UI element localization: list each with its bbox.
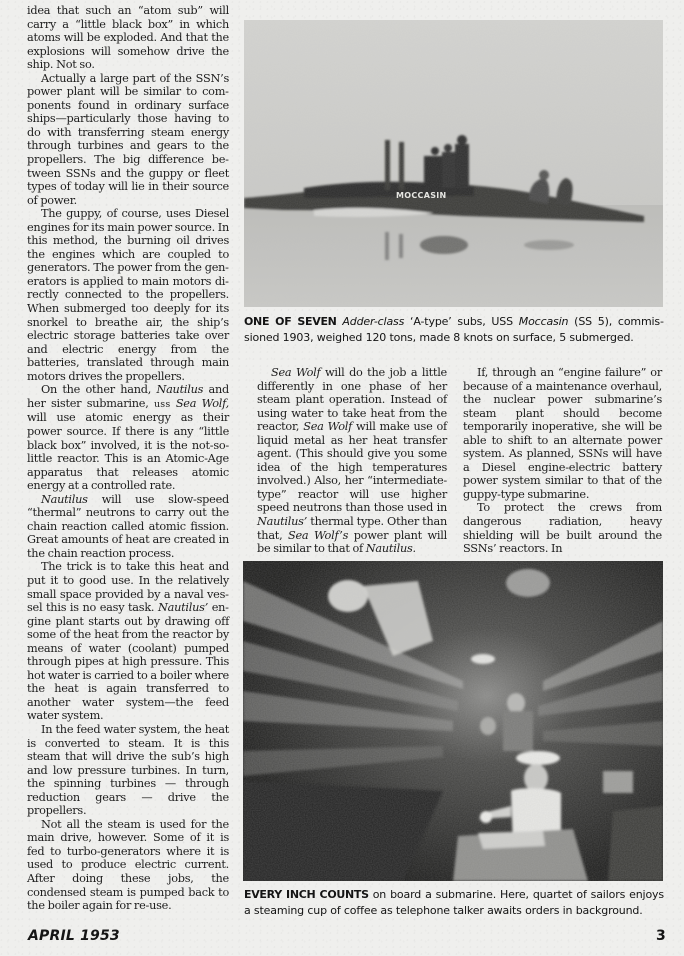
text-run: The trick is to take this heat and put it to good use. In the relatively small space provided by a naval vessel this is no easy task. <box>27 560 229 615</box>
text-run: uss <box>153 398 171 410</box>
article-paragraph <box>27 723 229 818</box>
text-run: ‘A-type’ subs, USS <box>404 315 519 328</box>
submarine-photo <box>244 20 663 307</box>
text-run: engine plant starts out by drawing off some of the heat from the reactor by means of water (coolant) pumped through pipes at high pressure. This hot water is carried to a boiler where the heat is again transferred to another water system—the feed water system. <box>27 601 229 723</box>
text-run: Actually a large part of the SSN’s power plant will be similar to components found in ordinary surface ships—particularly those having to do with transferring steam energy through turbines and gears to the propellers. The big difference between SSNs and the guppy or fleet types of today will lie in their source of power. <box>27 71 229 207</box>
submarine-interior-photo-image <box>243 561 663 881</box>
text-run: will use slow-speed “thermal” neutrons to carry out the chain reaction called atomic fission. Great amounts of heat are created in the chain reaction process. <box>27 492 229 560</box>
text-run: If, through an “engine failure” or because of a maintenance overhaul, the nuclear power submarine’s steam plant should become temporarily inoperative, she will be able to shift to an alternate power system. As planned, SSNs will have a Diesel engine-electric battery power system similar to that of the guppy-type submarine. <box>463 366 662 501</box>
submarine-photo-image <box>244 20 663 307</box>
article-paragraph <box>463 501 662 555</box>
submarine-interior-photo <box>243 561 663 881</box>
text-run: will use atomic energy as their power source. If there is any “little black box” involved, it is the not-so-little reactor. This is an Atomic-Age apparatus that releases atomic energy at a controlled rate. <box>27 411 229 493</box>
caption-lead: EVERY INCH COUNTS <box>244 888 369 901</box>
italic-run: Nautilus’ <box>257 515 308 529</box>
text-run: The guppy, of course, uses Diesel engines for its main power source. In this method, the burning oil drives the engines which are coupled to generators. The power from the generators is applied to main motors directly connected to the propellers. When submerged too deeply for its snorkel to breathe air, the ship’s electric storage batteries take over and electric energy from the batteries, translated through main motors drives the propellers. <box>27 207 229 383</box>
italic-run: Moccasin <box>518 315 569 328</box>
italic-run: Nautilus <box>41 492 88 506</box>
article-paragraph <box>257 366 447 556</box>
article-paragraph <box>27 72 229 207</box>
article-paragraph <box>27 207 229 383</box>
italic-run: Nautilus. <box>365 542 416 556</box>
interior-photo-caption <box>244 887 664 918</box>
text-run: on board a submarine. Here, quartet of sailors enjoys a steaming cup of coffee as telephone talker awaits orders in background. <box>244 888 664 917</box>
italic-run: Nautilus <box>156 383 204 397</box>
text-run: will do the job a little differently in one phase of her steam plant operation. Instead of using water to take heat from the reactor, <box>257 366 447 434</box>
page-number: 3 <box>656 928 666 944</box>
text-run: power plant will be similar to that of <box>257 528 448 556</box>
text-run: To protect the crews from dangerous radiation, heavy shielding will be built around the SSNs’ reactors. In <box>463 501 662 556</box>
hull-marking: MOCCASIN <box>396 191 447 200</box>
italic-run: Adder-class <box>342 315 405 328</box>
issue-date: APRIL 1953 <box>28 928 120 944</box>
article-paragraph <box>27 383 229 492</box>
text-run: idea that such an “atom sub” will carry a “little black box” in which atoms will be exploded. And that the explosions will somehow drive the ship. Not so. <box>27 4 229 72</box>
text-run: In the feed water system, the heat is converted to steam. It is this steam that will drive the sub’s high and low pressure turbines. In turn, the spinning turbines — through reduction gears — drive the propellers. <box>27 722 229 818</box>
italic-run: Sea Wolf <box>271 366 321 379</box>
article-paragraph <box>27 493 229 561</box>
article-paragraph <box>27 4 229 72</box>
caption-lead: ONE OF SEVEN <box>244 315 337 328</box>
article-column-left <box>27 4 229 913</box>
article-paragraph <box>27 818 229 913</box>
text-run: thermal type. Other than that, <box>257 515 447 542</box>
text-run: and her sister submarine, <box>27 383 229 410</box>
text-run: On the other hand, <box>41 383 157 397</box>
italic-run: Sea Wolf’s <box>288 528 349 542</box>
article-column-right <box>463 366 662 556</box>
text-run: Not all the steam is used for the main drive, however. Some of it is fed to turbo-generators where it is used to produce electric current. After doing these jobs, the condensed steam is pumped back to the boiler again for re-use. <box>27 817 229 913</box>
text-run: (SS 5), commissioned 1903, weighed 120 tons, made 8 knots on surface, 5 submerged. <box>244 315 664 344</box>
italic-run: Sea Wolf, <box>175 396 229 410</box>
article-column-middle <box>257 366 447 556</box>
italic-run: Sea Wolf <box>303 420 353 434</box>
article-paragraph <box>27 560 229 723</box>
submarine-photo-caption <box>244 314 664 345</box>
italic-run: Nautilus’ <box>157 601 209 615</box>
text-run: will make use of liquid metal as her heat transfer agent. (This should give you some idea of the high temperatures involved.) Also, her “intermediate-type” reactor will use higher speed neutrons than those used in <box>257 420 447 515</box>
article-paragraph <box>463 366 662 501</box>
